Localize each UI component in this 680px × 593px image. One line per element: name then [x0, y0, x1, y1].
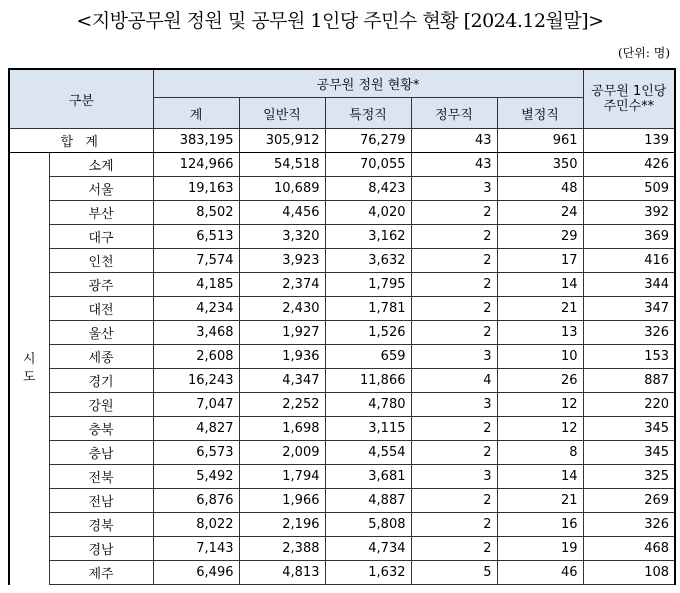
table-cell: 509 [583, 177, 675, 201]
table-cell: 10,689 [239, 177, 325, 201]
region-name: 경기 [49, 369, 153, 393]
table-cell: 468 [583, 537, 675, 561]
table-cell: 5,808 [325, 513, 411, 537]
table-cell: 14 [497, 465, 583, 489]
table-cell: 326 [583, 321, 675, 345]
table-cell: 2 [411, 201, 497, 225]
table-cell: 10 [497, 345, 583, 369]
table-cell: 54,518 [239, 153, 325, 177]
table-cell: 325 [583, 465, 675, 489]
table-cell: 6,573 [153, 441, 239, 465]
region-name: 세종 [49, 345, 153, 369]
table-cell: 2 [411, 225, 497, 249]
region-name: 강원 [49, 393, 153, 417]
region-name: 대구 [49, 225, 153, 249]
table-cell: 3,320 [239, 225, 325, 249]
table-cell: 11,866 [325, 369, 411, 393]
table-cell: 19 [497, 537, 583, 561]
table-cell: 4,734 [325, 537, 411, 561]
table-cell: 1,698 [239, 417, 325, 441]
table-cell: 13 [497, 321, 583, 345]
table-cell: 4,813 [239, 561, 325, 585]
header-col: 계 [153, 98, 239, 129]
header-col: 정무직 [411, 98, 497, 129]
table-cell: 43 [411, 129, 497, 153]
table-cell: 2,430 [239, 297, 325, 321]
table-cell: 2,388 [239, 537, 325, 561]
table-cell: 416 [583, 249, 675, 273]
table-cell: 17 [497, 249, 583, 273]
table-cell: 344 [583, 273, 675, 297]
header-group: 공무원 정원 현황* [153, 69, 583, 98]
region-name: 경북 [49, 513, 153, 537]
table-cell: 1,927 [239, 321, 325, 345]
table-row [9, 273, 675, 297]
sido-label [9, 153, 49, 585]
table-cell: 6,496 [153, 561, 239, 585]
table-cell: 3,681 [325, 465, 411, 489]
staff-table [8, 68, 676, 585]
table-cell: 8 [497, 441, 583, 465]
header-col: 특정직 [325, 98, 411, 129]
table-cell: 1,632 [325, 561, 411, 585]
header-col: 일반직 [239, 98, 325, 129]
table-cell: 1,781 [325, 297, 411, 321]
table-row [9, 465, 675, 489]
table-cell: 2 [411, 513, 497, 537]
table-cell: 4,347 [239, 369, 325, 393]
table-cell: 14 [497, 273, 583, 297]
table-cell: 345 [583, 441, 675, 465]
region-name: 경남 [49, 537, 153, 561]
table-cell: 3,162 [325, 225, 411, 249]
table-cell: 7,143 [153, 537, 239, 561]
table-cell: 48 [497, 177, 583, 201]
table-cell: 29 [497, 225, 583, 249]
table-cell: 4,234 [153, 297, 239, 321]
table-cell: 383,195 [153, 129, 239, 153]
table-cell: 3 [411, 393, 497, 417]
table-cell: 1,966 [239, 489, 325, 513]
region-name: 소계 [49, 153, 153, 177]
region-name: 울산 [49, 321, 153, 345]
table-cell: 350 [497, 153, 583, 177]
table-cell: 4,456 [239, 201, 325, 225]
region-name: 전남 [49, 489, 153, 513]
table-cell: 46 [497, 561, 583, 585]
table-cell: 4,780 [325, 393, 411, 417]
table-cell: 2,009 [239, 441, 325, 465]
table-row [9, 441, 675, 465]
table-cell: 1,794 [239, 465, 325, 489]
table-cell: 326 [583, 513, 675, 537]
table-cell: 19,163 [153, 177, 239, 201]
table-cell: 2 [411, 441, 497, 465]
header-per-capita: 공무원 1인당 주민수** [583, 69, 675, 129]
table-cell: 12 [497, 393, 583, 417]
table-cell: 3,115 [325, 417, 411, 441]
table-cell: 4,887 [325, 489, 411, 513]
table-cell: 961 [497, 129, 583, 153]
region-name: 전북 [49, 465, 153, 489]
table-row [9, 297, 675, 321]
table-cell: 659 [325, 345, 411, 369]
header-category: 구분 [9, 69, 153, 129]
table-cell: 2,374 [239, 273, 325, 297]
table-row [9, 321, 675, 345]
table-cell: 1,795 [325, 273, 411, 297]
table-cell: 3,632 [325, 249, 411, 273]
table-cell: 220 [583, 393, 675, 417]
table-cell: 153 [583, 345, 675, 369]
table-cell: 139 [583, 129, 675, 153]
table-row [9, 177, 675, 201]
table-cell: 3 [411, 345, 497, 369]
sido-text: 시도 [22, 351, 36, 385]
table-row [9, 201, 675, 225]
table-cell: 7,574 [153, 249, 239, 273]
table-row [9, 393, 675, 417]
table-cell: 16,243 [153, 369, 239, 393]
table-cell: 76,279 [325, 129, 411, 153]
table-cell: 2 [411, 417, 497, 441]
table-cell: 43 [411, 153, 497, 177]
region-name: 광주 [49, 273, 153, 297]
table-row [9, 417, 675, 441]
table-cell: 3 [411, 465, 497, 489]
table-cell: 1,526 [325, 321, 411, 345]
table-cell: 426 [583, 153, 675, 177]
table-row [9, 249, 675, 273]
table-cell: 12 [497, 417, 583, 441]
region-name: 충남 [49, 441, 153, 465]
region-name: 대전 [49, 297, 153, 321]
table-cell: 6,513 [153, 225, 239, 249]
page-title: <지방공무원 정원 및 공무원 1인당 주민수 현황 [2024.12월말]> [76, 10, 604, 32]
table-row [9, 369, 675, 393]
table-cell: 26 [497, 369, 583, 393]
table-cell: 347 [583, 297, 675, 321]
table-cell: 3 [411, 177, 497, 201]
table-row [9, 225, 675, 249]
table-cell: 4 [411, 369, 497, 393]
header-col: 별정직 [497, 98, 583, 129]
table-cell: 2 [411, 297, 497, 321]
table-cell: 269 [583, 489, 675, 513]
table-cell: 2,608 [153, 345, 239, 369]
table-cell: 2,252 [239, 393, 325, 417]
table-cell: 4,827 [153, 417, 239, 441]
table-cell: 8,022 [153, 513, 239, 537]
region-name: 충북 [49, 417, 153, 441]
table-row [9, 561, 675, 585]
table-cell: 4,185 [153, 273, 239, 297]
table-cell: 21 [497, 297, 583, 321]
region-name: 인천 [49, 249, 153, 273]
table-cell: 124,966 [153, 153, 239, 177]
table-cell: 345 [583, 417, 675, 441]
table-cell: 1,936 [239, 345, 325, 369]
table-cell: 5,492 [153, 465, 239, 489]
table-cell: 887 [583, 369, 675, 393]
table-row [9, 153, 675, 177]
table-row [9, 537, 675, 561]
table-cell: 3,923 [239, 249, 325, 273]
table-cell: 24 [497, 201, 583, 225]
total-label: 합 계 [9, 129, 153, 153]
table-cell: 2,196 [239, 513, 325, 537]
table-row [9, 489, 675, 513]
table-cell: 4,020 [325, 201, 411, 225]
table-cell: 6,876 [153, 489, 239, 513]
table-row [9, 345, 675, 369]
table-cell: 2 [411, 321, 497, 345]
table-cell: 5 [411, 561, 497, 585]
table-row [9, 513, 675, 537]
table-cell: 70,055 [325, 153, 411, 177]
table-cell: 8,423 [325, 177, 411, 201]
table-cell: 305,912 [239, 129, 325, 153]
region-name: 서울 [49, 177, 153, 201]
table-cell: 108 [583, 561, 675, 585]
table-cell: 2 [411, 249, 497, 273]
table-cell: 3,468 [153, 321, 239, 345]
table-cell: 392 [583, 201, 675, 225]
table-cell: 16 [497, 513, 583, 537]
table-cell: 7,047 [153, 393, 239, 417]
table-cell: 2 [411, 489, 497, 513]
table-cell: 2 [411, 537, 497, 561]
total-row [9, 129, 675, 153]
table-cell: 2 [411, 273, 497, 297]
region-name: 제주 [49, 561, 153, 585]
table-cell: 21 [497, 489, 583, 513]
table-cell: 4,554 [325, 441, 411, 465]
region-name: 부산 [49, 201, 153, 225]
table-cell: 8,502 [153, 201, 239, 225]
unit-note: (단위: 명) [618, 46, 670, 60]
table-cell: 369 [583, 225, 675, 249]
